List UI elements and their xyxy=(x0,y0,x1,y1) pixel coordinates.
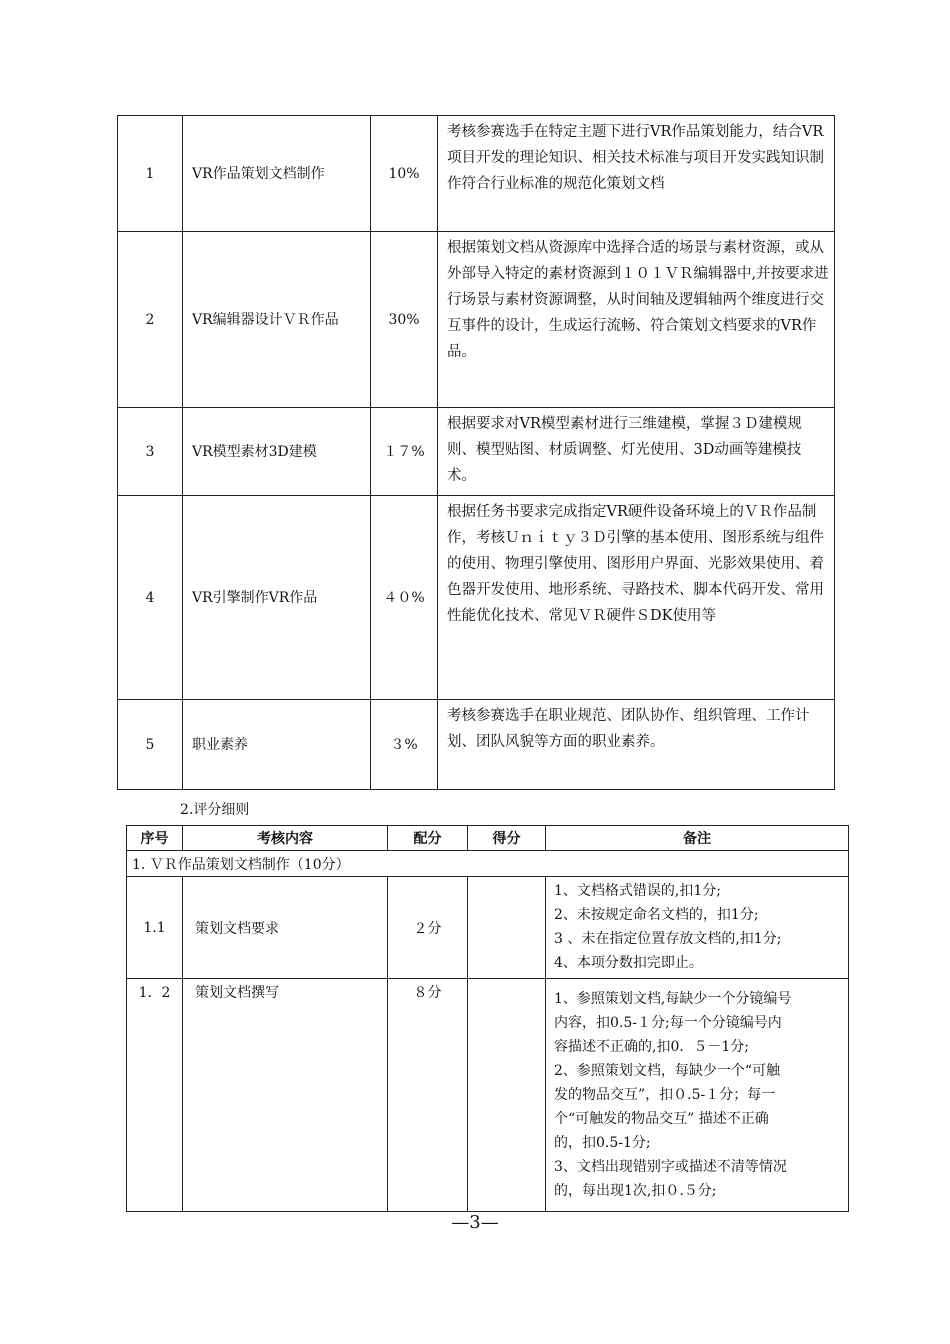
note-line: 内容，扣0.5-１分;每一个分镜编号内 xyxy=(554,1014,782,1031)
page-number: —3— xyxy=(451,1212,499,1233)
note-line: 1、文档格式错误的,扣1分; xyxy=(554,883,721,899)
item-description: 根据任务书要求完成指定VR硬件设备环境上的ＶＲ作品制作，考核Ｕｎｉｔｙ３Ｄ引擎的基本使用、图形系统与组件的使用、物理引擎使用、图形用户界面、光影效果使用、着色器开发使用、地形系统、寻路技术、脚本代码开发、常用性能优化技术、常见ＶＲ硬件ＳDK使用等 xyxy=(438,496,835,700)
item-row xyxy=(118,116,835,232)
header-no: 序号 xyxy=(127,826,183,851)
scoring-header-row xyxy=(127,826,849,851)
note-line: 1、参照策划文档,每缺少一个分镜编号 xyxy=(554,990,792,1007)
section-row xyxy=(127,851,849,877)
item-description: 考核参赛选手在职业规范、团队协作、组织管理、工作计划、团队风貌等方面的职业素养。 xyxy=(438,700,835,790)
note-line: 3、文档出现错别字或描述不清等情况 xyxy=(554,1158,787,1175)
note-line: 2、参照策划文档，每缺少一个“可触 xyxy=(554,1062,781,1079)
row-number: 1．2 xyxy=(127,979,183,1212)
item-name: VR模型素材3D建模 xyxy=(183,408,371,496)
row-score: ８分 xyxy=(388,979,468,1212)
item-number: 3 xyxy=(118,408,183,496)
item-row xyxy=(118,700,835,790)
note-line: 个“可触发的物品交互” 描述不正确 xyxy=(554,1110,769,1127)
header-score: 配分 xyxy=(388,826,468,851)
item-weight: 10% xyxy=(371,116,438,232)
item-name: VR引擎制作VR作品 xyxy=(183,496,371,700)
section-title: 1. ＶＲ作品策划文档制作（10分） xyxy=(127,851,849,877)
item-description: 根据要求对VR模型素材进行三维建模，掌握３Ｄ建模规则、模型贴图、材质调整、灯光使用、3D动画等建模技术。 xyxy=(438,408,835,496)
item-weight: １７% xyxy=(371,408,438,496)
note-line: 3 、未在指定位置存放文档的,扣1分; xyxy=(554,931,782,947)
note-line: 的，每出现1次,扣０.５分; xyxy=(554,1182,717,1199)
note-line: 容描述不正确的,扣0．５－1分; xyxy=(554,1038,749,1055)
scoring-table xyxy=(126,825,849,1212)
table-row xyxy=(127,979,849,1212)
item-name: VR作品策划文档制作 xyxy=(183,116,371,232)
table-row xyxy=(127,877,849,979)
item-name: 职业素养 xyxy=(183,700,371,790)
row-content: 策划文档撰写 xyxy=(183,979,388,1212)
note-line: 4、本项分数扣完即止。 xyxy=(554,955,703,971)
item-row xyxy=(118,232,835,408)
header-content: 考核内容 xyxy=(183,826,388,851)
item-weight: ４０% xyxy=(371,496,438,700)
item-number: 2 xyxy=(118,232,183,408)
item-description: 根据策划文档从资源库中选择合适的场景与素材资源，或从外部导入特定的素材资源到１０１ＶＲ编辑器中,并按要求进行场景与素材资源调整，从时间轴及逻辑轴两个维度进行交互事件的设计，生成运行流畅、符合策划文档要求的VR作品。 xyxy=(438,232,835,408)
item-description: 考核参赛选手在特定主题下进行VR作品策划能力，结合VR项目开发的理论知识、相关技术标准与项目开发实践知识制作符合行业标准的规范化策划文档 xyxy=(438,116,835,232)
row-number: 1.1 xyxy=(127,877,183,979)
item-number: 1 xyxy=(118,116,183,232)
item-row xyxy=(118,496,835,700)
header-got: 得分 xyxy=(468,826,546,851)
item-weight: 30% xyxy=(371,232,438,408)
item-number: 5 xyxy=(118,700,183,790)
item-row xyxy=(118,408,835,496)
row-got xyxy=(468,979,546,1212)
row-notes xyxy=(546,877,849,979)
row-notes xyxy=(546,979,849,1212)
header-notes: 备注 xyxy=(546,826,849,851)
note-line: 的，扣0.5-1分; xyxy=(554,1134,651,1151)
row-got xyxy=(468,877,546,979)
note-line: 2、未按规定命名文档的，扣1分; xyxy=(554,907,759,923)
item-name: VR编辑器设计ＶＲ作品 xyxy=(183,232,371,408)
item-weight: ３% xyxy=(371,700,438,790)
row-score: ２分 xyxy=(388,877,468,979)
competition-items-table xyxy=(117,115,835,790)
section-heading: 2.评分细则 xyxy=(180,802,250,818)
row-content: 策划文档要求 xyxy=(183,877,388,979)
item-number: 4 xyxy=(118,496,183,700)
note-line: 发的物品交互”，扣０.5-１分；每一 xyxy=(554,1086,776,1103)
